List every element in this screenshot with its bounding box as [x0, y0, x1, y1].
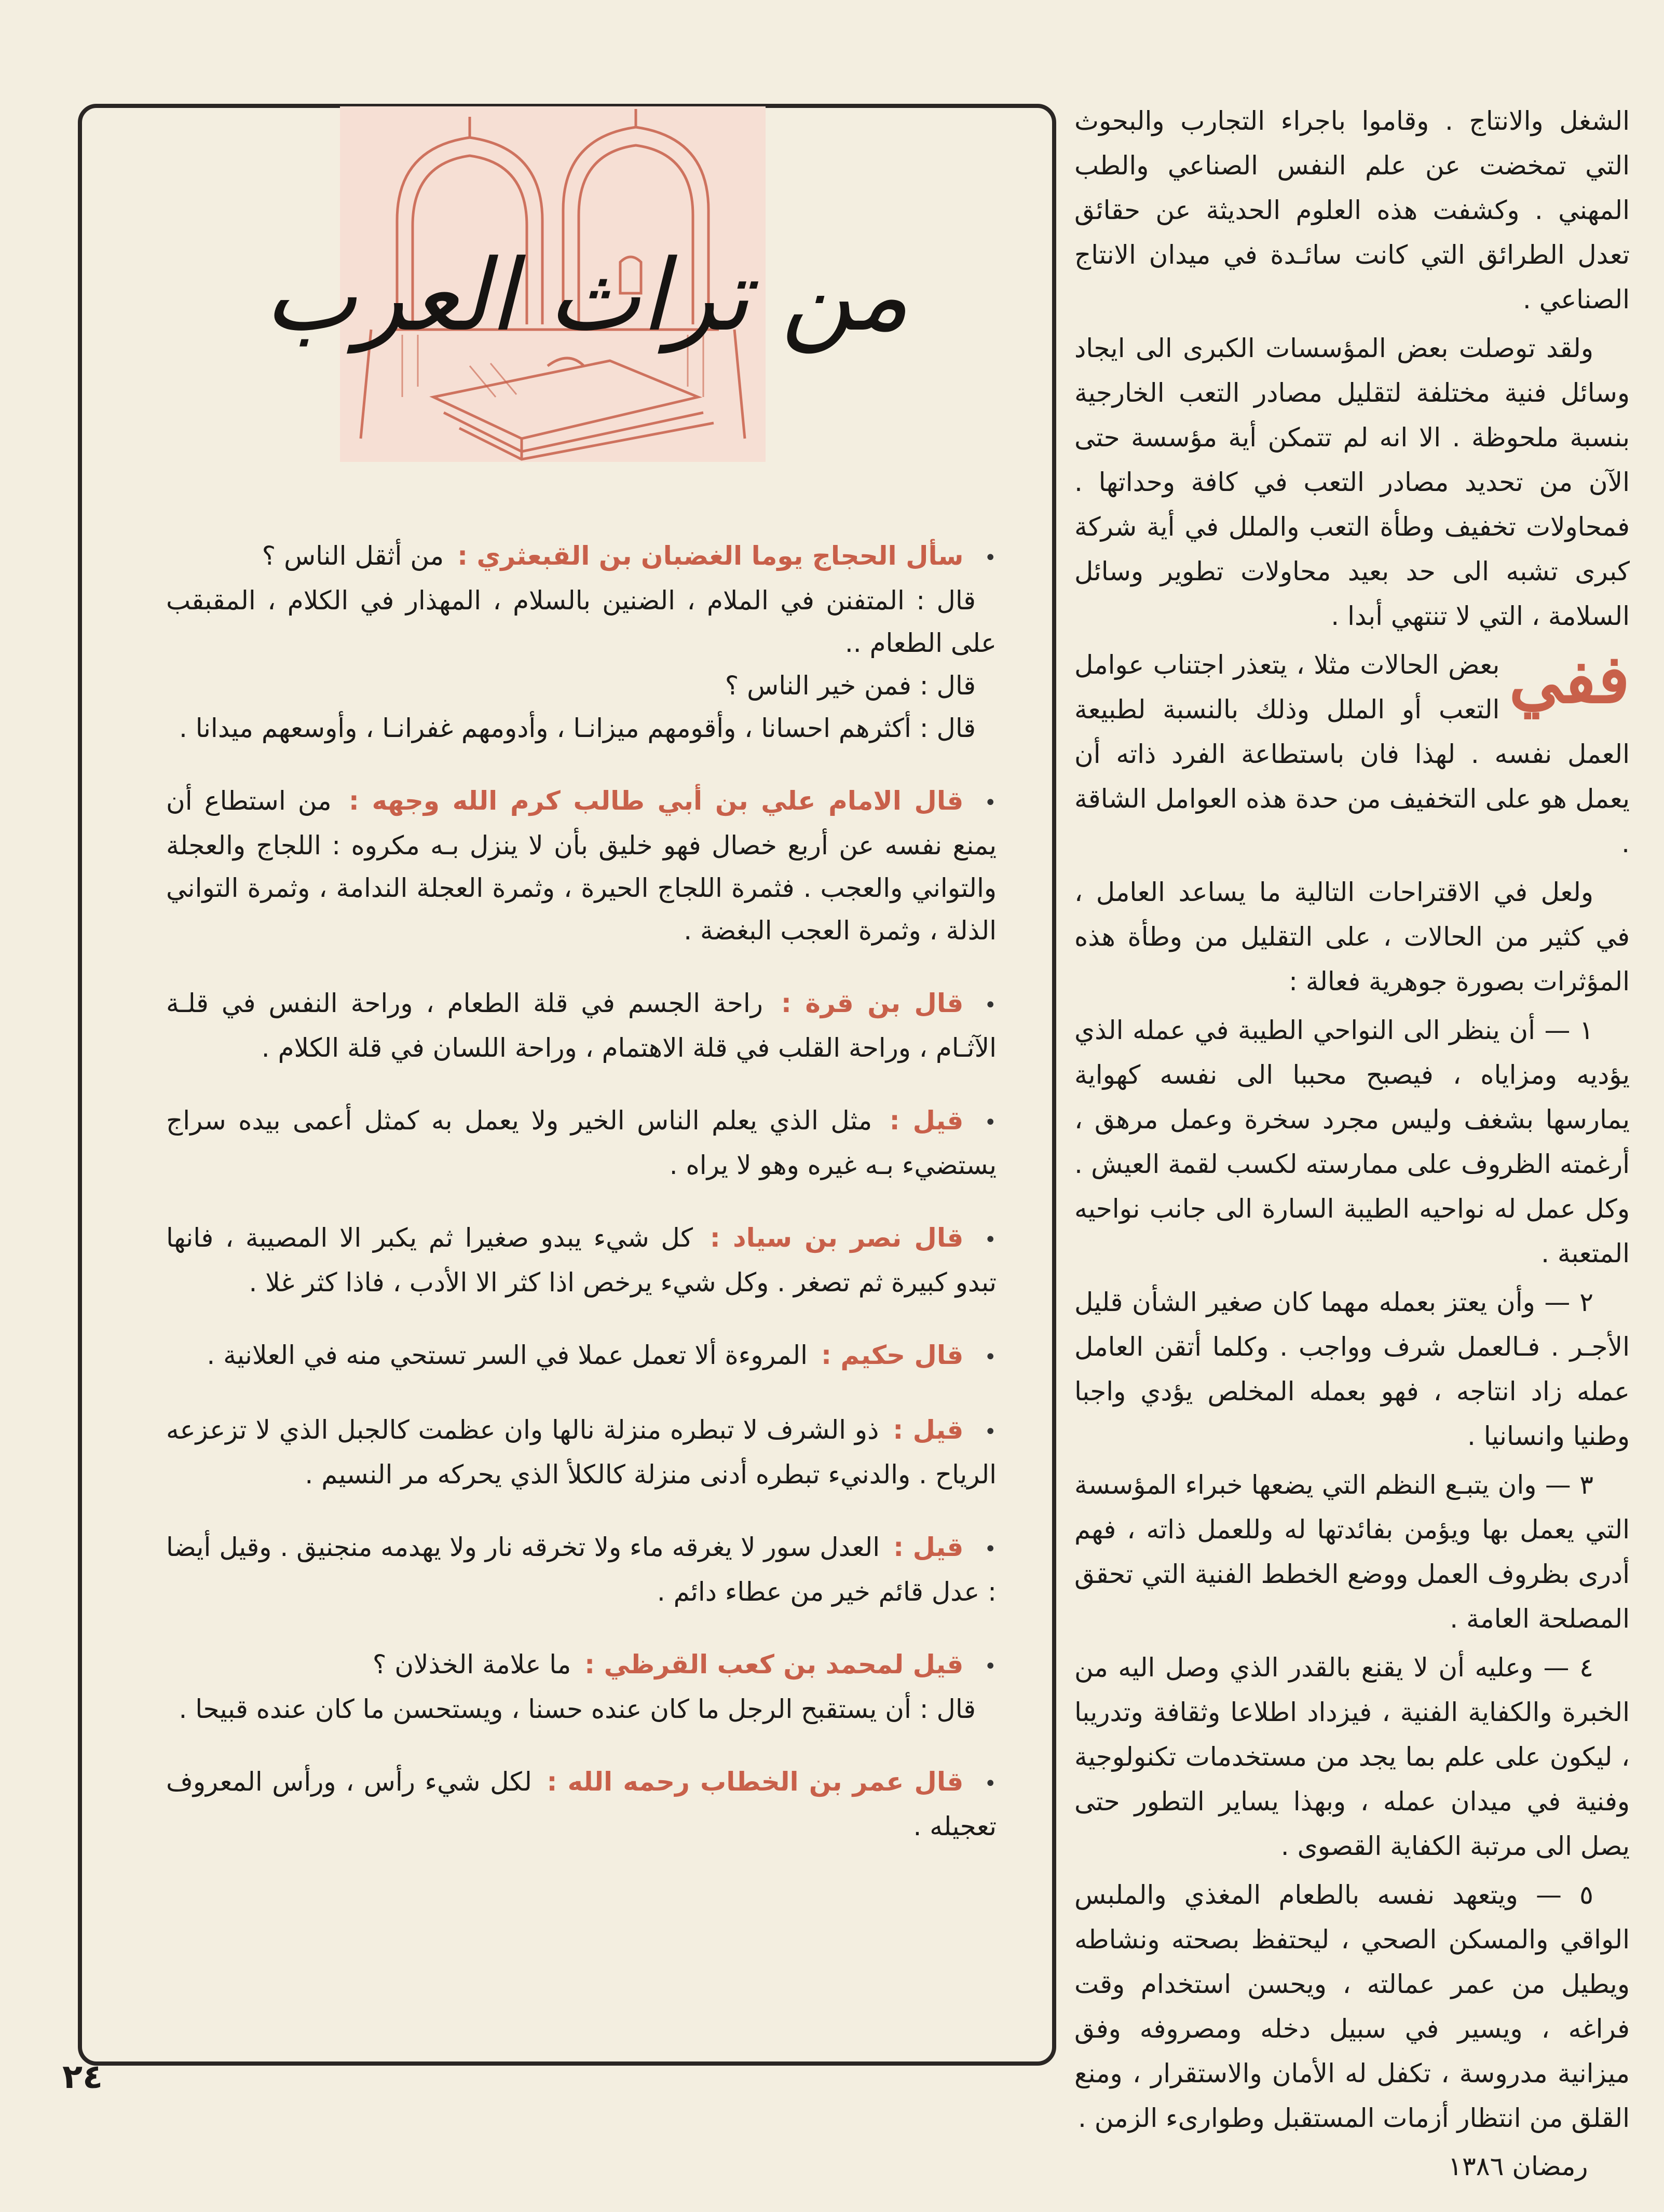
article-list-item: ٢ — وأن يعتز بعمله مهما كان صغير الشأن قليل الأجـر . فـالعمل شرف وواجب . وكلما أتقن العامل عمله زاد انتاجه ، فهو بعمله المخلص يؤدي واجبا وطنيا وانسانيا .	[1074, 1287, 1630, 1451]
saying-speaker: قال الامام علي بن أبي طالب كرم الله وجهه :	[348, 786, 964, 816]
saying-item	[166, 1099, 997, 1186]
saying-item	[166, 982, 997, 1069]
saying-line: من أثقل الناس ؟	[262, 541, 444, 571]
saying-item	[166, 535, 997, 749]
bullet-icon: •	[984, 1655, 997, 1678]
article-paragraph-text: بعض الحالات مثلا ، يتعذر اجتناب عوامل التعب أو الملل وذلك بالنسبة لطبيعة العمل نفسه . لهذا فان باستطاعة الفرد ذاته أن يعمل هو على التخفيف من حدة هذه العوامل الشاقة .	[1074, 650, 1630, 858]
saying-speaker: قال حكيم :	[821, 1340, 964, 1370]
saying-item	[166, 1643, 997, 1730]
saying-line: العدل سور لا يغرقه ماء ولا تخرقه نار ولا يهدمه منجنيق . وقيل أيضا : عدل قائم خير من عطاء دائم .	[166, 1532, 997, 1607]
saying-line: ما علامة الخذلان ؟	[372, 1649, 571, 1680]
sayings-list	[166, 535, 997, 1878]
bullet-icon: •	[984, 993, 997, 1017]
box-title: من تراث العرب	[264, 238, 909, 353]
saying-speaker: قيل :	[893, 1532, 964, 1562]
article-paragraph-dropword	[1074, 640, 1630, 866]
saying-speaker: قال نصر بن سياد :	[710, 1223, 964, 1253]
article-list-item: ٣ — وان يتبـع النظم التي يضعها خبراء المؤسسة التي يعمل بها ويؤمن بفائدتها له وللعمل ذاته ، فهم أدرى بظروف العمل ووضع الخطط الفنية التي تحقق المصلحة العامة .	[1074, 1470, 1630, 1634]
saying-item	[166, 1409, 997, 1496]
bullet-icon: •	[984, 1537, 997, 1561]
bullet-icon: •	[984, 546, 997, 570]
saying-line: قال : المتفنن في الملام ، الضنين بالسلام ، المهذار في الكلام ، المقبقب على الطعام ..	[166, 585, 997, 658]
saying-speaker: قال بن قرة :	[781, 988, 964, 1018]
saying-item	[166, 1760, 997, 1848]
saying-item	[166, 1217, 997, 1304]
saying-line: راحة الجسم في قلة الطعام ، وراحة النفس في قلـة الآثـام ، وراحة القلب في قلة الاهتمام ، وراحة اللسان في قلة الكلام .	[166, 988, 997, 1063]
bullet-icon: •	[984, 791, 997, 815]
drop-word: ففي	[1509, 640, 1630, 718]
saying-item	[166, 780, 997, 952]
footer-date: رمضان ١٣٨٦	[1448, 2151, 1588, 2181]
saying-line: لكل شيء رأس ، ورأس المعروف تعجيله .	[166, 1767, 997, 1841]
saying-line: المروءة ألا تعمل عملا في السر تستحي منه في العلانية .	[207, 1340, 808, 1370]
saying-item	[166, 1526, 997, 1613]
saying-line: قال : أن يستقبح الرجل ما كان عنده حسنا ، ويستحسن ما كان عنده قبيحا .	[179, 1694, 976, 1724]
article-paragraph: ولعل في الاقتراحات التالية ما يساعد العامل ، في كثير من الحالات ، على التقليل من وطأة هذه المؤثرات بصورة جوهرية فعالة :	[1074, 877, 1630, 996]
saying-line: مثل الذي يعلم الناس الخير ولا يعمل به كمثل أعمى بيده سراج يستضيء بـه غيره وهو لا يراه .	[166, 1105, 997, 1180]
article-paragraph: ولقد توصلت بعض المؤسسات الكبرى الى ايجاد وسائل فنية مختلفة لتقليل مصادر التعب الخارجية بنسبة ملحوظة . الا انه لم تتمكن أية مؤسسة حتى الآن من تحديد مصادر التعب في كافة وحداتها . فمحاولات تخفيف وطأة التعب والملل في أية شركة كبرى تشبه الى حد بعيد محاولات تطوير وسائل السلامة ، التي لا تنتهي أبدا .	[1074, 333, 1630, 631]
saying-line: كل شيء يبدو صغيرا ثم يكبر الا المصيبة ، فانها تبدو كبيرة ثم تصغر . وكل شيء يرخص اذا كثر الا الأدب ، فاذا كثر غلا .	[166, 1223, 997, 1298]
saying-line: ذو الشرف لا تبطره منزلة نالها وان عظمت كالجبل الذي لا تزعزعه الرياح . والدنيء تبطره أدنى منزلة كالكلأ الذي يحركه مر النسيم .	[166, 1415, 997, 1490]
right-column-article	[1074, 99, 1630, 2145]
saying-speaker: قيل لمحمد بن كعب القرظي :	[584, 1649, 964, 1680]
saying-line: قال : فمن خير الناس ؟	[725, 671, 976, 701]
bullet-icon: •	[984, 1772, 997, 1796]
article-list-item: ١ — أن ينظر الى النواحي الطيبة في عمله الذي يؤديه ومزاياه ، فيصبح محببا الى نفسه كهواية يمارسها بشغف وليس مجرد سخرة وعمل مرهق ، أرغمته الظروف على ممارسته لكسب لقمة العيش . وكل عمل له نواحيه الطيبة السارة الى جانب نواحيه المتعبة .	[1074, 1015, 1630, 1268]
bullet-icon: •	[984, 1420, 997, 1444]
bullet-icon: •	[984, 1345, 997, 1369]
bullet-icon: •	[984, 1228, 997, 1252]
article-list-item: ٤ — وعليه أن لا يقنع بالقدر الذي وصل اليه من الخبرة والكفاية الفنية ، فيزداد اطلاعا وثقافة وتدريبا ، ليكون على علم بما يجد من مستخدمات تكنولوجية وفنية في ميدان عمله ، وبهذا يساير التطور حتى يصل الى مرتبة الكفاية القصوى .	[1074, 1653, 1630, 1861]
saying-speaker: قيل :	[893, 1415, 964, 1445]
saying-speaker: سأل الحجاج يوما الغضبان بن القبعثري :	[457, 541, 964, 571]
article-list-item: ٥ — ويتعهد نفسه بالطعام المغذي والملبس الواقي والمسكن الصحي ، ليحتفظ بصحته ونشاطه ويطيل من عمر عمالته ، ويحسن استخدام وقت فراغه ، ويسير في سبيل دخله ومصروفه وفق ميزانية مدروسة ، تكفل له الأمان والاستقرار ، ومنع القلق من انتظار أزمات المستقبل وطوارىء الزمن .	[1074, 1880, 1630, 2133]
saying-speaker: قال عمر بن الخطاب رحمه الله :	[547, 1767, 964, 1797]
saying-line: من استطاع أن يمنع نفسه عن أربع خصال فهو خليق بأن لا ينزل بـه مكروه : اللجاج والعجلة والتواني والعجب . فثمرة اللجاج الحيرة ، وثمرة العجلة الندامة ، وثمرة التواني الذلة ، وثمرة العجب البغضة .	[166, 786, 997, 946]
saying-line: قال : أكثرهم احسانا ، وأقومهم ميزانـا ، وأدومهم غفرانـا ، وأوسعهم ميدانا .	[179, 713, 976, 743]
saying-item	[166, 1334, 997, 1378]
saying-speaker: قيل :	[889, 1105, 964, 1136]
article-paragraph: الشغل والانتاج . وقاموا باجراء التجارب والبحوث التي تمخضت عن علم النفس الصناعي والطب المهني . وكشفت هذه العلوم الحديثة عن حقائق تعدل الطرائق التي كانت سائـدة في ميدان الانتاج الصناعي .	[1074, 106, 1630, 315]
bullet-icon: •	[984, 1111, 997, 1135]
page-number: ٢٤	[62, 2058, 103, 2096]
